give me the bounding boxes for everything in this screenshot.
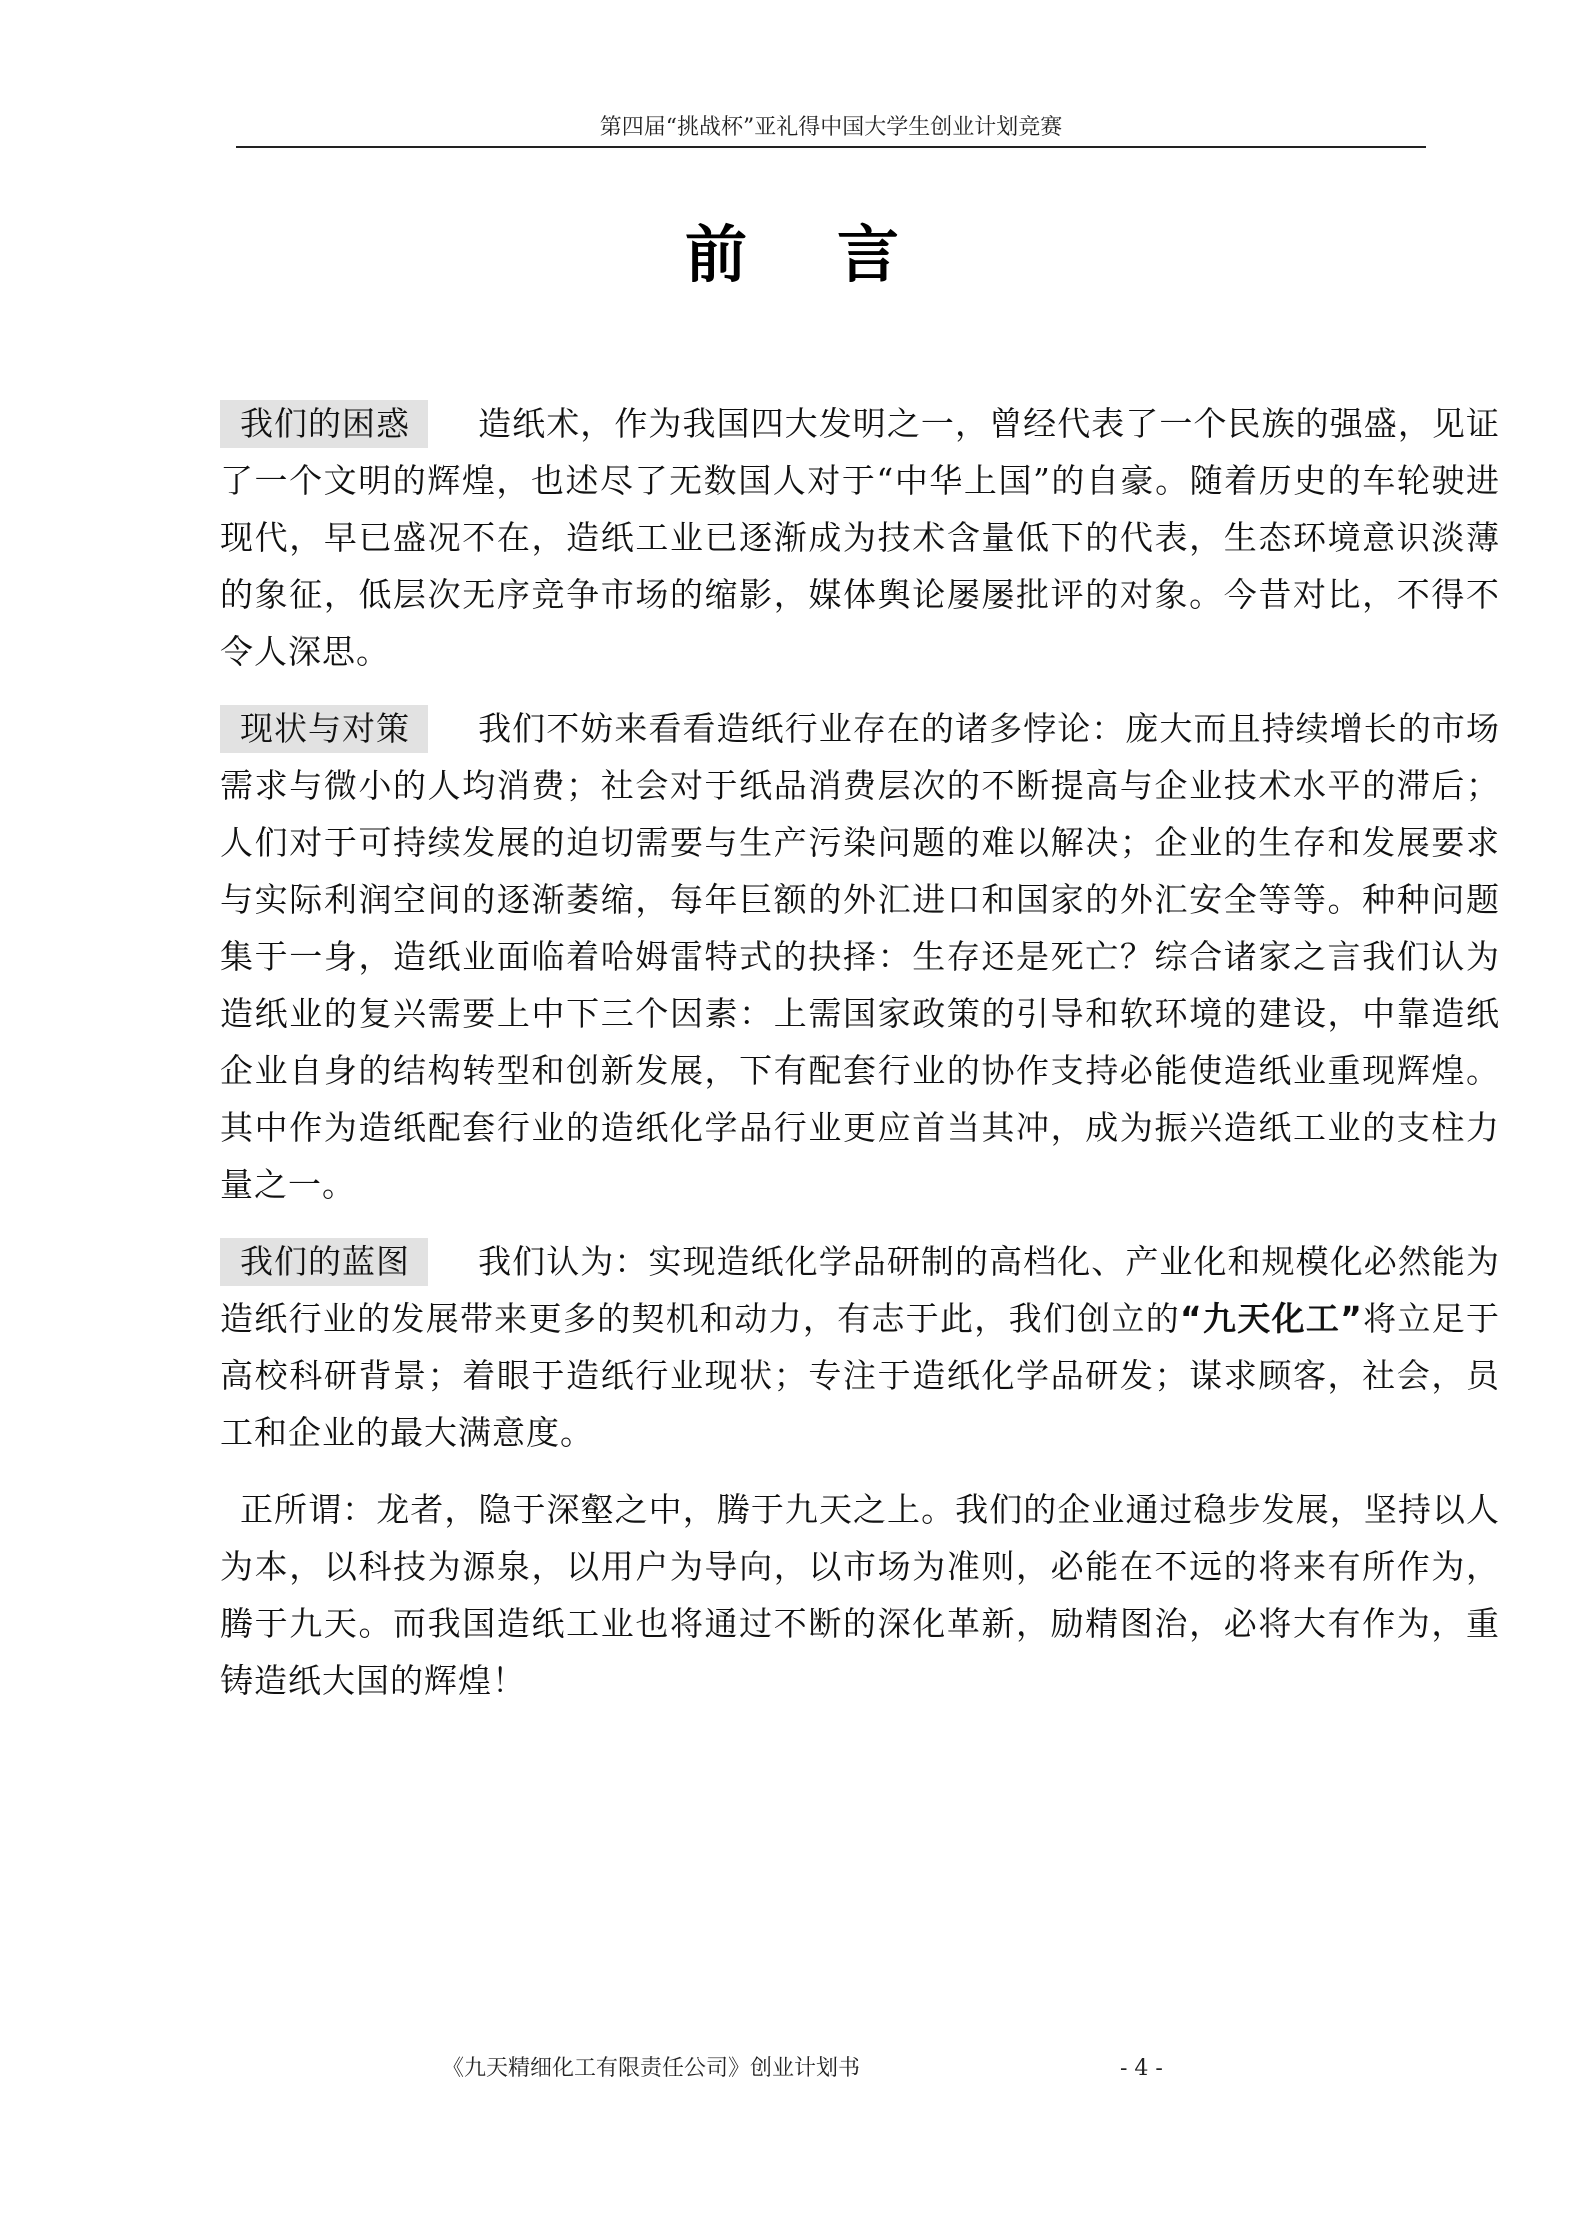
page-header: 第四届“挑战杯”亚礼得中国大学生创业计划竞赛	[599, 115, 1063, 140]
company-name-emphasis: “九天化工”	[1180, 1299, 1363, 1338]
section-tag-blueprint: 我们的蓝图	[220, 1238, 428, 1286]
section-confusion	[220, 395, 1500, 680]
section-text-status-strategy: 我们不妨来看看造纸行业存在的诸多悖论：庞大而且持续增长的市场需求与微小的人均消费；社会对于纸品消费层次的不断提高与企业技术水平的滞后；人们对于可持续发展的迫切需要与生产污染问题的难以解决；企业的生存和发展要求与实际利润空间的逐渐萎缩，每年巨额的外汇进口和国家的外汇安全等等。种种问题集于一身，造纸业面临着哈姆雷特式的抉择：生存还是死亡？综合诸家之言我们认为造纸业的复兴需要上中下三个因素：上需国家政策的引导和软环境的建设，中靠造纸企业自身的结构转型和创新发展，下有配套行业的协作支持必能使造纸业重现辉煌。其中作为造纸配套行业的造纸化学品行业更应首当其冲，成为振兴造纸工业的支柱力量之一。	[220, 709, 1500, 1204]
page-title: 前言	[684, 218, 989, 291]
section-status-strategy	[220, 700, 1500, 1213]
section-text-blueprint-before: 我们认为：实现造纸化学品研制的高档化、产业化和规模化必然能为造纸行业的发展带来更多的契机和动力，有志于此，我们创立的	[220, 1242, 1500, 1338]
closing-paragraph: 正所谓：龙者，隐于深壑之中，腾于九天之上。我们的企业通过稳步发展，坚持以人为本，以科技为源泉，以用户为导向，以市场为准则，必能在不远的将来有所作为，腾于九天。而我国造纸工业也将通过不断的深化革新，励精图治，必将大有作为，重铸造纸大国的辉煌！	[220, 1490, 1500, 1700]
section-tag-status-strategy: 现状与对策	[220, 705, 428, 753]
page-footer	[0, 2052, 1584, 2086]
page-number: - 4 -	[1120, 2056, 1163, 2081]
header-rule	[236, 146, 1426, 148]
section-tag-confusion: 我们的困惑	[220, 400, 428, 448]
section-text-confusion: 造纸术，作为我国四大发明之一，曾经代表了一个民族的强盛，见证了一个文明的辉煌，也述尽了无数国人对于“中华上国”的自豪。随着历史的车轮驶进现代，早已盛况不在，造纸工业已逐渐成为技术含量低下的代表，生态环境意识淡薄的象征，低层次无序竞争市场的缩影，媒体舆论屡屡批评的对象。今昔对比，不得不令人深思。	[220, 404, 1500, 671]
document-body	[220, 395, 1500, 1729]
section-text-blueprint-after: 将立足于高校科研背景；着眼于造纸行业现状；专注于造纸化学品研发；谋求顾客，社会，员工和企业的最大满意度。	[220, 1299, 1500, 1452]
footer-document-title: 《九天精细化工有限责任公司》创业计划书	[442, 2056, 861, 2081]
section-blueprint	[220, 1233, 1500, 1461]
